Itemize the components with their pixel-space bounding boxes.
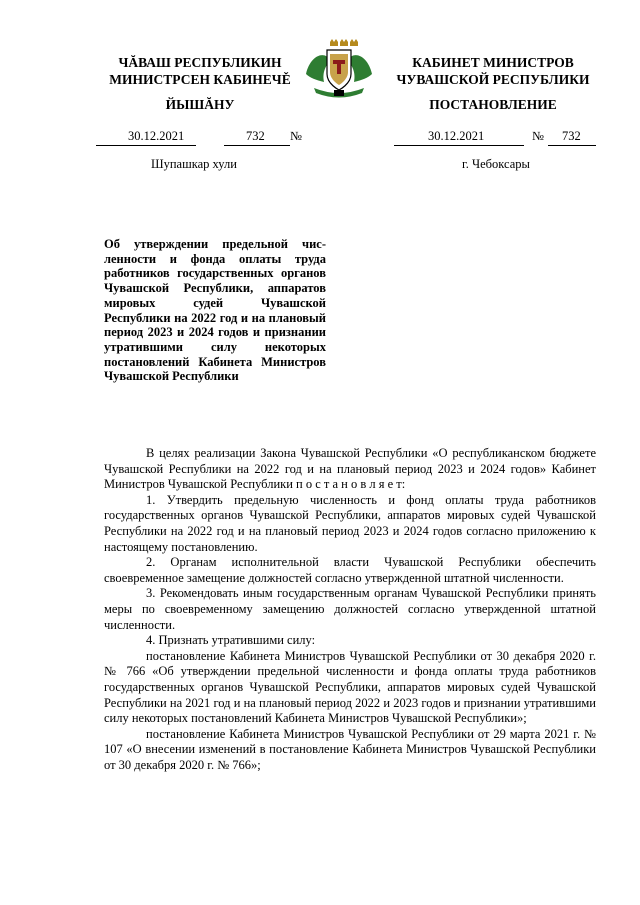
number-sign-right: № [532, 129, 544, 143]
number-right: 732 [562, 129, 581, 143]
body-paragraph: 3. Рекомендовать иным государственным органам Чувашской Республики принять меры по своевременному замещению должностей согласно утвержденной штатной численности. [104, 586, 596, 632]
header-right-line2: ЧУВАШСКОЙ РЕСПУБЛИКИ [396, 72, 590, 87]
body-paragraph: 1. Утвердить предельную численность и фонд оплаты труда работников государственных органов Чувашской Республики, аппаратов мировых судей Чувашской Республики на 2022 год и на плановый период 2023 и 2024 годов согласно приложению к настоящему постановлению. [104, 492, 596, 554]
body-paragraph: 2. Органам исполнительной власти Чувашской Республики обеспечить своевременное замещение должностей согласно утвержденной штатной численности. [104, 555, 596, 585]
document-title: Об утверждении предельной численности и фонда оплаты труда работников государственных органов Чувашской Республики, аппаратов мировых судей Чувашской Республики на 2022 год и на плановый период 2023 и 2024 годов и признании утратившими силу некоторых постановлений Кабинета Министров Чувашской Республики [104, 237, 326, 384]
header-right-org [388, 54, 598, 88]
body-paragraph: 4. Признать утратившими силу: [146, 633, 316, 648]
document-body [104, 446, 596, 773]
doc-type-right: ПОСТАНОВЛЕНИЕ [429, 97, 557, 112]
body-paragraph: В целях реализации Закона Чувашской Республики «О республиканском бюджете Чувашской Республики на 2022 год и на плановый период 2023 и 2024 годов» Кабинет Министров Чувашской Республики п о с т а н о в л я е т: [104, 446, 596, 492]
header-left-line1: ЧĂВАШ РЕСПУБЛИКИН [118, 55, 282, 70]
number-sign-left: № [290, 129, 302, 143]
body-paragraph: постановление Кабинета Министров Чувашской Республики от 29 марта 2021 г. № 107 «О внесении изменений в постановление Кабинета Министров Чувашской Республики от 30 декабря 2020 г. № 766»; [104, 726, 596, 772]
date-left: 30.12.2021 [128, 129, 185, 143]
place-left: Шупашкар хули [151, 157, 237, 171]
date-right: 30.12.2021 [428, 129, 485, 143]
body-paragraph: постановление Кабинета Министров Чувашской Республики от 30 декабря 2020 г. № 766 «Об утверждении предельной численности и фонда оплаты труда работников государственных органов Чувашской Республики, аппаратов мировых судей Чувашской Республики на 2021 год и на плановый период 2022 и 2023 годов и признании утратившими силу некоторых постановлений Кабинета Министров Чувашской Республики»; [104, 648, 596, 726]
coat-of-arms-icon [300, 38, 378, 100]
place-right: г. Чебоксары [462, 157, 530, 171]
doc-type-left: ЙЫШĂНУ [165, 97, 235, 112]
number-underline-right [548, 145, 596, 146]
number-underline-left [224, 145, 290, 146]
header-left-line2: МИНИСТРСЕН КАБИНЕЧĚ [109, 72, 291, 87]
number-left: 732 [246, 129, 265, 143]
date-underline-left [96, 145, 196, 146]
header-right-line1: КАБИНЕТ МИНИСТРОВ [412, 55, 574, 70]
date-underline-right [394, 145, 524, 146]
header-left-org [100, 54, 300, 88]
